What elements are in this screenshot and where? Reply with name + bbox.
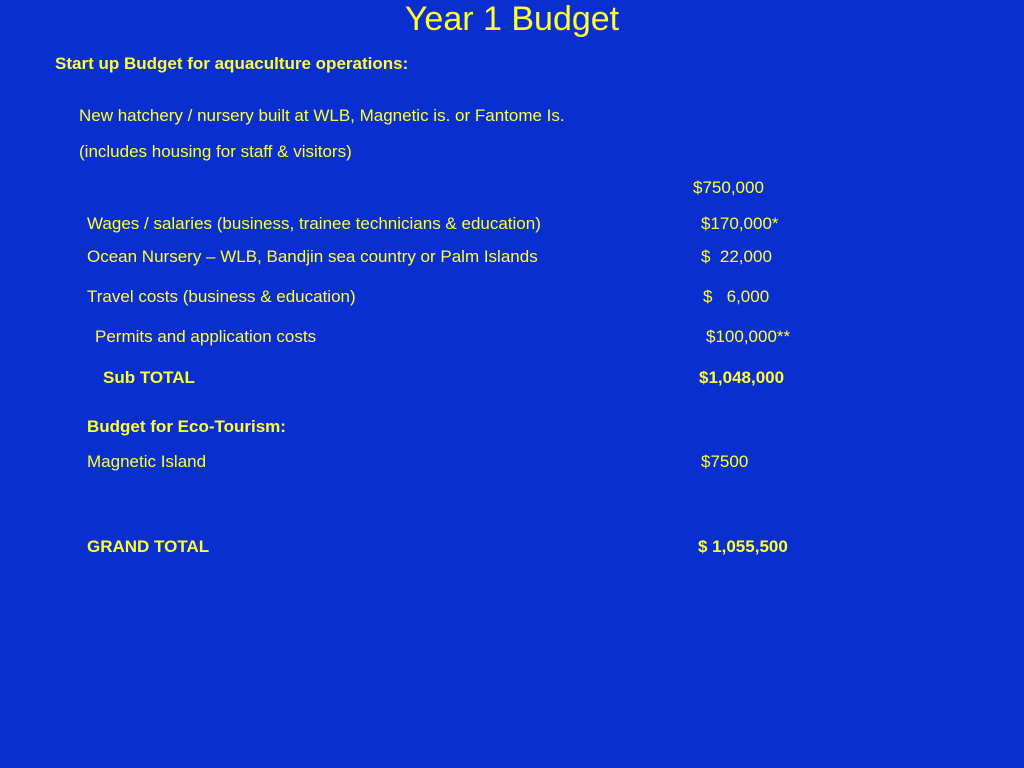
aquaculture-heading: Start up Budget for aquaculture operations: — [55, 54, 409, 73]
subtotal-amount: $1,048,000 — [699, 368, 785, 387]
ocean-nursery-amount: $ 22,000 — [701, 247, 772, 266]
ocean-nursery-label: Ocean Nursery – WLB, Bandjin sea country or Palm Islands — [87, 247, 538, 266]
grand-total-label: GRAND TOTAL — [87, 537, 210, 556]
travel-costs-amount: $ 6,000 — [703, 287, 770, 306]
permits-label: Permits and application costs — [95, 327, 317, 346]
grand-total-amount: $ 1,055,500 — [698, 537, 788, 556]
wages-amount: $170,000* — [701, 214, 779, 233]
ecotourism-heading: Budget for Eco-Tourism: — [87, 417, 286, 436]
magnetic-island-amount: $7500 — [701, 452, 749, 471]
hatchery-amount: $750,000 — [693, 178, 764, 197]
slide-title: Year 1 Budget — [404, 0, 620, 38]
travel-costs-label: Travel costs (business & education) — [87, 287, 356, 306]
hatchery-line-1: New hatchery / nursery built at WLB, Magnetic is. or Fantome Is. — [79, 106, 565, 125]
hatchery-line-2: (includes housing for staff & visitors) — [79, 142, 352, 161]
magnetic-island-label: Magnetic Island — [87, 452, 207, 471]
permits-amount: $100,000** — [706, 327, 791, 346]
wages-label: Wages / salaries (business, trainee technicians & education) — [87, 214, 541, 233]
subtotal-label: Sub TOTAL — [103, 368, 195, 387]
